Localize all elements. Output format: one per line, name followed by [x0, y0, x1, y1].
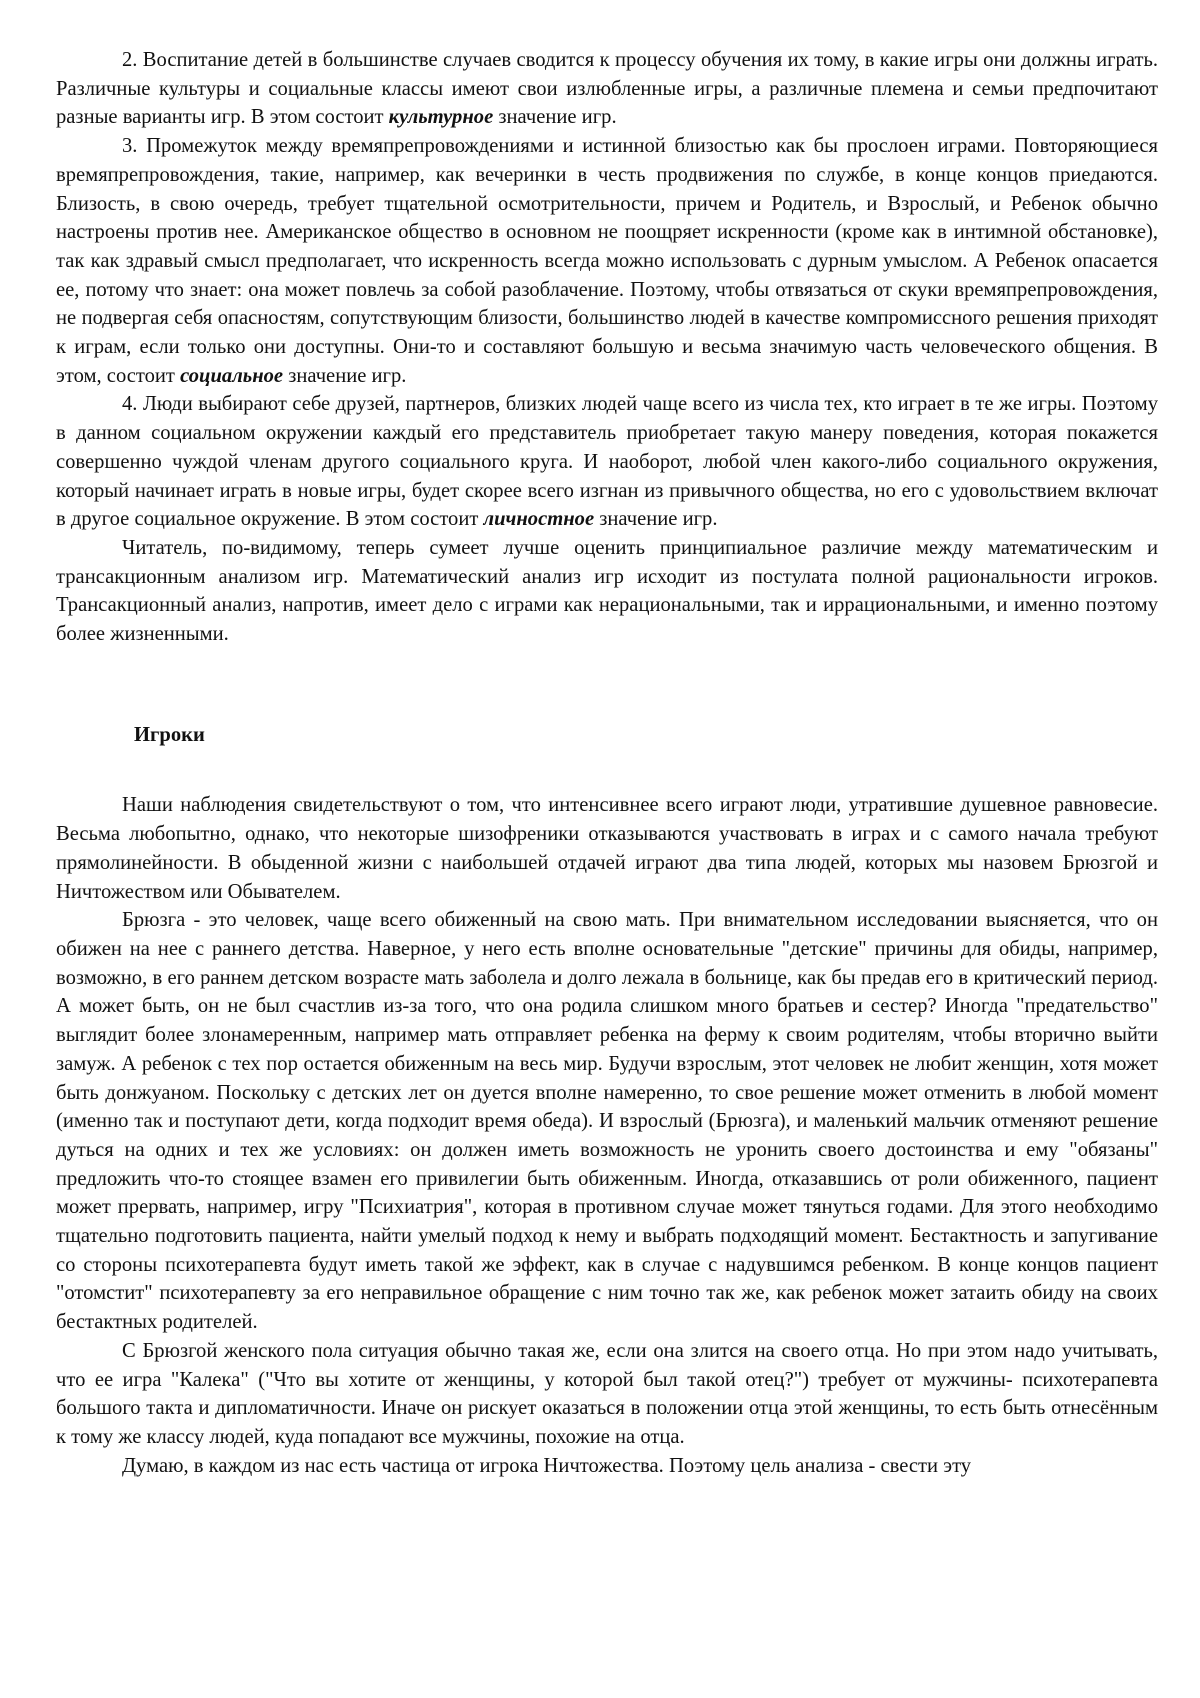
paragraph-female-bruzga: С Брюзгой женского пола ситуация обычно такая же, если она злится на своего отца. Но при этом надо учитывать, что ее игра "Калека" ("Что вы хотите от женщины, у которой был такой отец?") требует от мужчины- психотерапевта большого такта и дипломатичности. Иначе он рискует оказаться в положении отца этой женщины, то есть быть отнесённым к тому же классу людей, куда попадают все мужчины, похожие на отца. — [56, 1339, 1158, 1448]
paragraph-text: 3. Промежуток между времяпрепровождениями и истинной близостью как бы прослоен играми. Повторяющиеся времяпрепровождения, такие, например, как вечеринки в честь продвижения по службе, в конце концов приедаются. Близость, в свою очередь, требует тщательной осмотрительности, причем и Родитель, и Взрослый, и Ребенок обычно настроены против нее. Американское общество в основном не поощряет искренности (кроме как в интимной обстановке), так как здравый смысл предполагает, что искренность всегда можно использовать с дурным умыслом. А Ребенок опасается ее, потому что знает: она может повлечь за собой разоблачение. Поэтому, чтобы отвязаться от скуки времяпрепровождения, не подвергая себя опасностям, сопутствующим близости, большинство людей в качестве компромиссного решения приходят к играм, если только они доступны. Они-то и составляют большую и весьма значимую часть человеческого общения. В этом, состоит — [56, 135, 1158, 387]
emphasis-term: культурное — [388, 106, 494, 129]
paragraph-text: 4. Люди выбирают себе друзей, партнеров, близких людей чаще всего из числа тех, кто играет в те же игры. Поэтому в данном социальном окружении каждый его представитель приобретает такую манеру поведения, которая покажется совершенно чуждой членам другого социального круга. И наоборот, любой член какого-либо социального окружения, который начинает играть в новые игры, будет скорее всего изгнан из привычного общества, но его с удовольствием включат в другое социальное окружение. В этом состоит — [56, 393, 1158, 531]
paragraph-nothingness: Думаю, в каждом из нас есть частица от игрока Ничтожества. Поэтому цель анализа - свести эту — [122, 1454, 972, 1477]
section-spacer — [56, 749, 1158, 791]
section-spacer — [56, 649, 1158, 721]
section-heading: Игроки — [134, 723, 205, 746]
paragraph-bruzga: Брюзга - это человек, чаще всего обиженный на свою мать. При внимательном исследовании выясняется, что он обижен на нее с раннего детства. Наверное, у него есть вполне основательные "детские" причины для обиды, например, возможно, в его раннем детском возрасте мать заболела и долго лежала в больнице, как бы предав его в критический период. А может быть, он не был счастлив из-за того, что она родила слишком много братьев и сестер? Иногда "предательство" выглядит более злонамеренным, например мать отправляет ребенка на ферму к своим родителям, чтобы вторично выйти замуж. А ребенок с тех пор остается обиженным на весь мир. Будучи взрослым, этот человек не любит женщин, хотя может быть донжуаном. Поскольку с детских лет он дуется вполне намеренно, то свое решение может отменить в любой момент (именно так и поступают дети, когда подходит время обеда). И взрослый (Брюзга), и маленький мальчик отменяют решение дуться на одних и тех же условиях: он должен иметь возможность не уронить своего достоинства и ему "обязаны" предложить что-то стоящее взамен его привилегии быть обиженным. Иногда, отказавшись от роли обиженного, пациент может прервать, например, игру "Психиатрия", которая в противном случае может тянуться годами. Для этого необходимо тщательно подготовить пациента, найти умелый подход к нему и выбрать подходящий момент. Бестактность и запугивание со стороны психотерапевта будут иметь такой же эффект, как в случае с надувшимся ребенком. В конце концов пациент "отомстит" психотерапевту за его неправильное обращение с ним точно так же, как ребенок может затаить обиду на своих бестактных родителей. — [56, 909, 1158, 1334]
paragraph-observations: Наши наблюдения свидетельствуют о том, что интенсивнее всего играют люди, утратившие душевное равновесие. Весьма любопытно, однако, что некоторые шизофреники отказываются участвовать в играх и с самого начала требуют прямолинейности. В обыденной жизни с наибольшей отдачей играют два типа людей, которых мы назовем Брюзгой и Ничтожеством или Обывателем. — [56, 794, 1158, 903]
paragraph-text: значение игр. — [493, 106, 617, 129]
paragraph-text: значение игр. — [283, 364, 407, 387]
paragraph-cultural — [56, 46, 1158, 132]
paragraph-social — [56, 132, 1158, 390]
paragraph-text: 2. Воспитание детей в большинстве случаев сводится к процессу обучения их тому, в какие игры они должны играть. Различные культуры и социальные классы имеют свои излюбленные игры, а различные племена и семьи предпочитают разные варианты игр. В этом состоит — [56, 49, 1158, 129]
emphasis-term: социальное — [180, 364, 284, 387]
paragraph-reader: Читатель, по-видимому, теперь сумеет лучше оценить принципиальное различие между математическим и трансакционным анализом игр. Математический анализ игр исходит из постулата полной рациональности игроков. Трансакционный анализ, напротив, имеет дело с играми как нерациональными, так и иррациональными, и именно поэтому более жизненными. — [56, 536, 1158, 646]
emphasis-term: личностное — [483, 508, 595, 531]
paragraph-text: значение игр. — [594, 508, 718, 531]
paragraph-personal — [56, 390, 1158, 534]
